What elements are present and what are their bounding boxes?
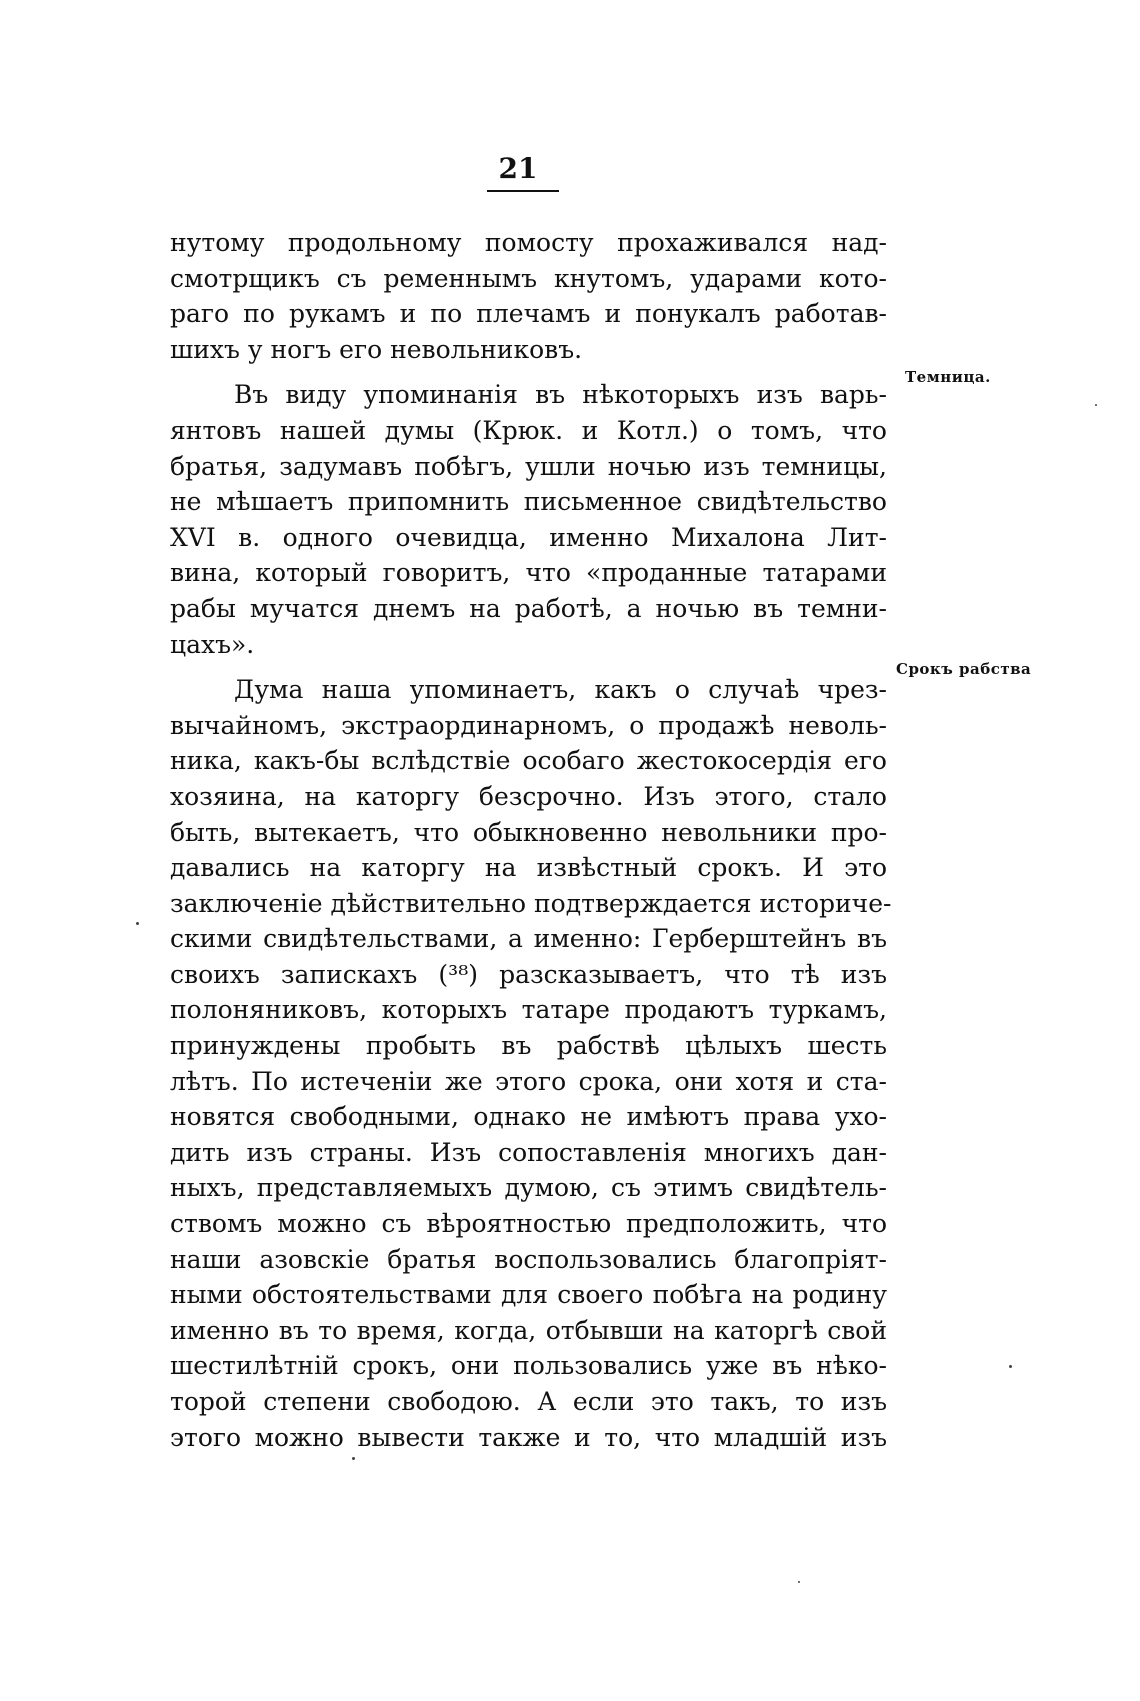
text-line: ствомъ можно съ вѣроятностью предположить, что <box>170 1209 887 1239</box>
text-line: полоняниковъ, которыхъ татаре продаютъ туркамъ, <box>170 995 887 1025</box>
text-line: нутому продольному помосту прохаживался над- <box>170 228 887 257</box>
text-line: заключеніе дѣйствительно подтверждается историче- <box>170 888 892 918</box>
scan-speck <box>352 1457 355 1460</box>
paragraph-gap <box>170 662 887 672</box>
scan-speck <box>1009 1365 1012 1368</box>
text-line: рабы мучатся днемъ на работѣ, а ночью въ темни- <box>170 593 887 623</box>
text-line: именно въ то время, когда, отбывши на каторгѣ свой <box>170 1315 887 1345</box>
text-line: вычайномъ, экстраординарномъ, о продажѣ неволь- <box>170 710 887 740</box>
page-number: 21 <box>498 152 538 185</box>
body-text <box>170 225 892 1455</box>
margin-note-temnitsa: Темница. <box>905 368 991 386</box>
text-line: хозяина, на каторгу безсрочно. Изъ этого, стало <box>170 781 887 811</box>
text-line: смотрщикъ съ ременнымъ кнутомъ, ударами кото- <box>170 263 887 293</box>
text-line: цахъ». <box>170 629 255 659</box>
text-line: не мѣшаетъ припомнить письменное свидѣтельство <box>170 487 887 517</box>
text-line: новятся свободными, однако не имѣютъ права ухо- <box>170 1102 887 1132</box>
text-line: быть, вытекаетъ, что обыкновенно невольники про- <box>170 817 887 847</box>
text-line: вина, который говоритъ, что «проданные татарами <box>170 558 887 588</box>
text-line: наши азовскіе братья воспользовались благопріят- <box>170 1244 887 1274</box>
text-line: Въ виду упоминанія въ нѣкоторыхъ изъ варь- <box>234 380 887 410</box>
scan-speck <box>136 922 139 925</box>
scan-speck <box>798 1581 800 1583</box>
text-line: братья, задумавъ побѣгъ, ушли ночью изъ темницы, <box>170 451 887 481</box>
page-number-rule <box>487 190 559 192</box>
text-line: XVI в. одного очевидца, именно Михалона Лит- <box>170 522 887 552</box>
text-line: ныхъ, представляемыхъ думою, съ этимъ свидѣтель- <box>170 1173 887 1203</box>
text-line: скими свидѣтельствами, а именно: Герберштейнъ въ <box>170 924 887 954</box>
text-line: давались на каторгу на извѣстный срокъ. И это <box>170 853 887 883</box>
paragraph-gap <box>170 367 887 377</box>
text-line: шестилѣтній срокъ, они пользовались уже въ нѣко- <box>170 1351 887 1381</box>
text-line: шихъ у ногъ его невольниковъ. <box>170 334 583 364</box>
text-line: раго по рукамъ и по плечамъ и понукалъ работав- <box>170 299 887 329</box>
text-line: янтовъ нашей думы (Крюк. и Котл.) о томъ, что <box>170 415 887 445</box>
text-line: Дума наша упоминаетъ, какъ о случаѣ чрез- <box>234 675 887 705</box>
text-line: лѣтъ. По истеченіи же этого срока, они хотя и ста- <box>170 1066 887 1096</box>
text-line: своихъ запискахъ (³⁸) разсказываетъ, что тѣ изъ <box>170 959 887 989</box>
text-line: ника, какъ-бы вслѣдствіе особаго жестокосердія его <box>170 746 887 776</box>
text-line: принуждены пробыть въ рабствѣ цѣлыхъ шесть <box>170 1031 887 1061</box>
text-line: этого можно вывести также и то, что младшій изъ <box>170 1422 887 1452</box>
scan-speck <box>1095 404 1097 406</box>
margin-note-srok-rabstva: Срокъ рабства <box>896 660 1032 678</box>
text-line: торой степени свободою. А если это такъ, то изъ <box>170 1387 887 1416</box>
text-line: дить изъ страны. Изъ сопоставленія многихъ дан- <box>170 1137 887 1167</box>
text-line: ными обстоятельствами для своего побѣга на родину <box>170 1280 887 1310</box>
